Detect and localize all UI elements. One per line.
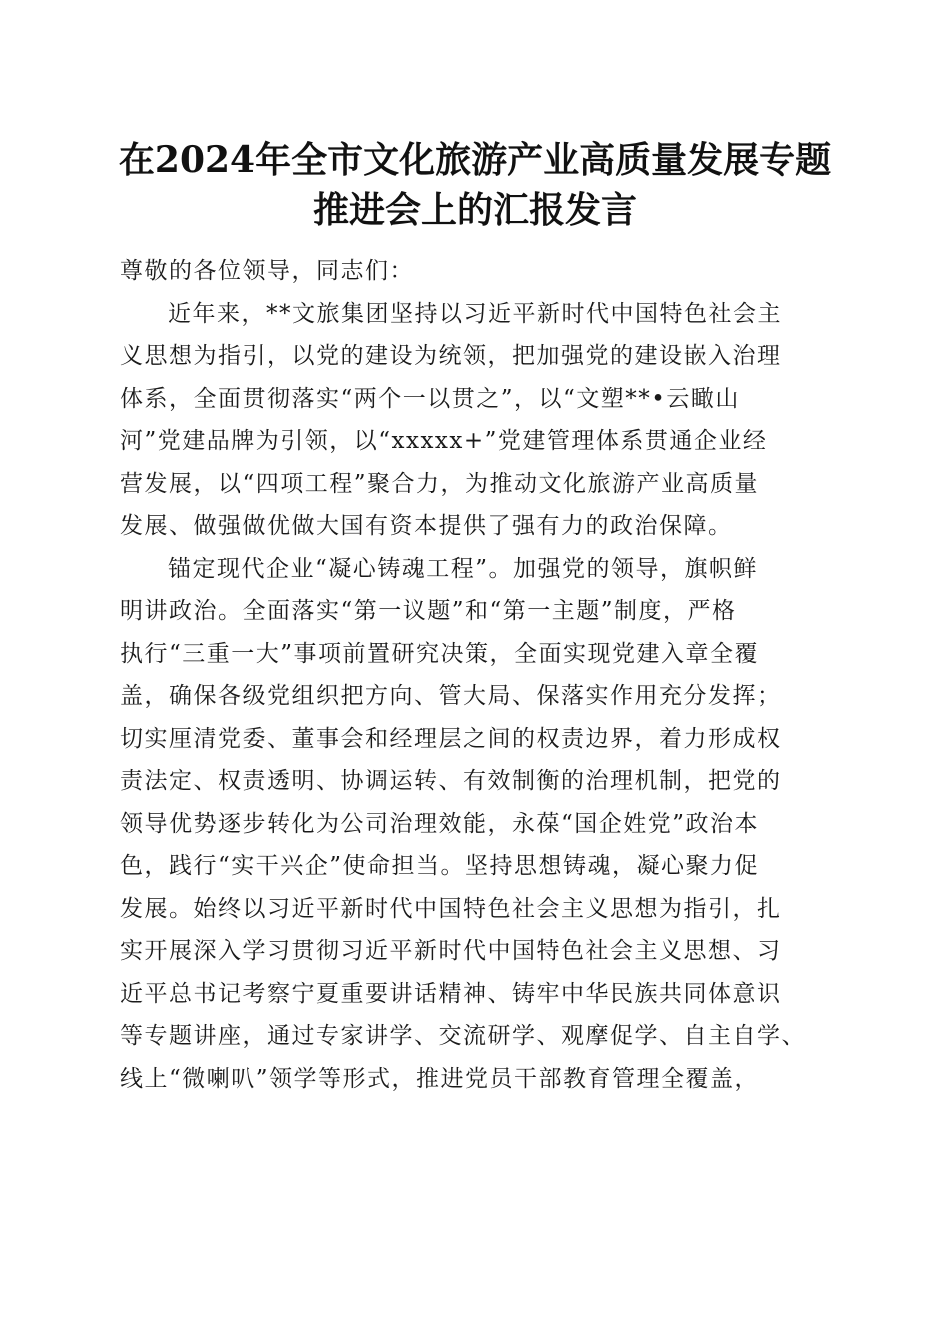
paragraph-line: 体系，全面贯彻落实“两个一以贯之”，以“文塑**•云瞰山 [120, 385, 740, 412]
paragraph-line: 切实厘清党委、董事会和经理层之间的权责边界，着力形成权 [120, 725, 782, 752]
paragraph-line: 河”党建品牌为引领，以“xxxxx+”党建管理体系贯通企业经 [120, 428, 768, 454]
paragraph-line: 线上“微喇叭”领学等形式，推进党员干部教育管理全覆盖， [120, 1065, 760, 1092]
paragraph-1 [120, 293, 835, 548]
paragraph-line: 锚定现代企业“凝心铸魂工程”。加强党的领导，旗帜鲜 [168, 555, 759, 582]
salutation: 尊敬的各位领导，同志们： [120, 258, 414, 284]
paragraph-line: 色，践行“实干兴企”使命担当。坚持思想铸魂，凝心聚力促 [120, 853, 760, 879]
title-line-2: 推进会上的汇报发言 [312, 189, 637, 231]
document-title [60, 135, 890, 235]
title-line-1: 在2024年全市文化旅游产业高质量发展专题 [118, 139, 832, 181]
paragraph-line: 近年来，**文旅集团坚持以习近平新时代中国特色社会主 [168, 300, 782, 327]
paragraph-line: 明讲政治。全面落实“第一议题”和“第一主题”制度，严格 [120, 598, 737, 624]
paragraph-line: 等专题讲座，通过专家讲学、交流研学、观摩促学、自主自学、 [120, 1023, 806, 1049]
paragraph-line: 领导优势逐步转化为公司治理效能，永葆“国企姓党”政治本 [120, 810, 760, 837]
paragraph-line: 近平总书记考察宁夏重要讲话精神、铸牢中华民族共同体意识 [120, 980, 782, 1007]
paragraph-line: 发展、做强做优做大国有资本提供了强有力的政治保障。 [120, 513, 733, 539]
paragraph-line: 实开展深入学习贯彻习近平新时代中国特色社会主义思想、习 [120, 938, 782, 964]
document-body [120, 250, 835, 1100]
paragraph-line: 责法定、权责透明、协调运转、有效制衡的治理机制，把党的 [120, 768, 782, 794]
paragraph-line: 盖，确保各级党组织把方向、管大局、保落实作用充分发挥； [120, 683, 782, 709]
paragraph-line: 营发展，以“四项工程”聚合力，为推动文化旅游产业高质量 [120, 470, 760, 497]
paragraph-2 [120, 548, 835, 1101]
paragraph-line: 义思想为指引，以党的建设为统领，把加强党的建设嵌入治理 [120, 343, 782, 369]
paragraph-line: 发展。始终以习近平新时代中国特色社会主义思想为指引，扎 [120, 895, 782, 922]
paragraph-line: 执行“三重一大”事项前置研究决策，全面实现党建入章全覆 [120, 640, 760, 667]
